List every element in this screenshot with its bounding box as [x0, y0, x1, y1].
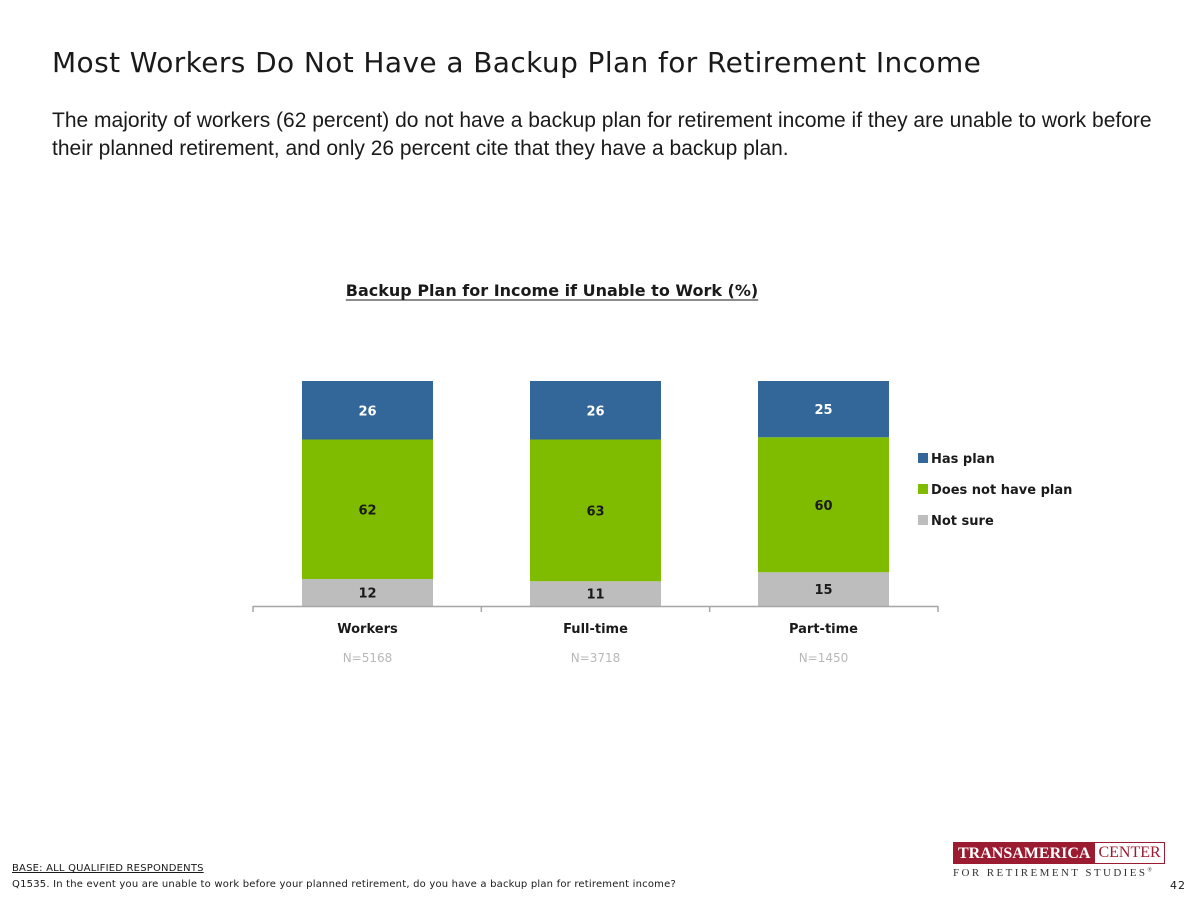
category-label-workers: Workers — [337, 622, 398, 637]
transamerica-logo — [953, 842, 1165, 879]
legend-label-does-not-have-plan: Does not have plan — [931, 483, 1073, 498]
legend — [918, 452, 1072, 529]
logo-registered-mark: ® — [1147, 867, 1152, 874]
footer-question-note: Q1535. In the event you are unable to work before your planned retirement, do you have a backup plan for retirement income? — [12, 879, 676, 890]
data-label-workers-has-plan: 26 — [358, 404, 377, 420]
data-label-workers-does-not-have-plan: 62 — [358, 503, 377, 519]
legend-label-not-sure: Not sure — [931, 514, 994, 529]
sample-size-label-workers: N=5168 — [342, 651, 393, 665]
logo-tagline — [953, 867, 1165, 879]
x-axis — [253, 606, 938, 665]
footer-base-note: BASE: ALL QUALIFIED RESPONDENTS — [12, 863, 204, 874]
data-label-part-time-does-not-have-plan: 60 — [814, 498, 833, 514]
sample-size-label-part-time: N=1450 — [798, 651, 849, 665]
slide-title: Most Workers Do Not Have a Backup Plan for Retirement Income — [52, 46, 982, 79]
bars-layer — [302, 381, 889, 606]
sample-size-label-full-time: N=3718 — [570, 651, 621, 665]
category-label-part-time: Part-time — [788, 622, 859, 637]
legend-label-has-plan: Has plan — [931, 452, 995, 467]
legend-swatch-not-sure — [918, 515, 928, 525]
data-label-full-time-not-sure: 11 — [586, 587, 605, 603]
data-label-workers-not-sure: 12 — [358, 586, 377, 602]
logo-tagline-text: FOR RETIREMENT STUDIES — [953, 867, 1148, 879]
data-label-full-time-does-not-have-plan: 63 — [586, 504, 605, 520]
slide-subtitle: The majority of workers (62 percent) do not have a backup plan for retirement income if they are unable to work before their planned retirement, and only 26 percent cite that they have a backup plan. — [52, 109, 1152, 160]
page-number: 42 — [1170, 879, 1186, 892]
data-label-part-time-not-sure: 15 — [814, 583, 833, 599]
legend-swatch-has-plan — [918, 453, 928, 463]
chart-title: Backup Plan for Income if Unable to Work (%) — [345, 281, 759, 300]
data-label-full-time-has-plan: 26 — [586, 404, 605, 420]
category-label-full-time: Full-time — [563, 622, 628, 637]
logo-word-transamerica: TRANSAMERICA — [953, 842, 1095, 864]
legend-swatch-does-not-have-plan — [918, 484, 928, 494]
logo-word-center: CENTER — [1095, 842, 1164, 864]
data-label-part-time-has-plan: 25 — [814, 403, 833, 419]
